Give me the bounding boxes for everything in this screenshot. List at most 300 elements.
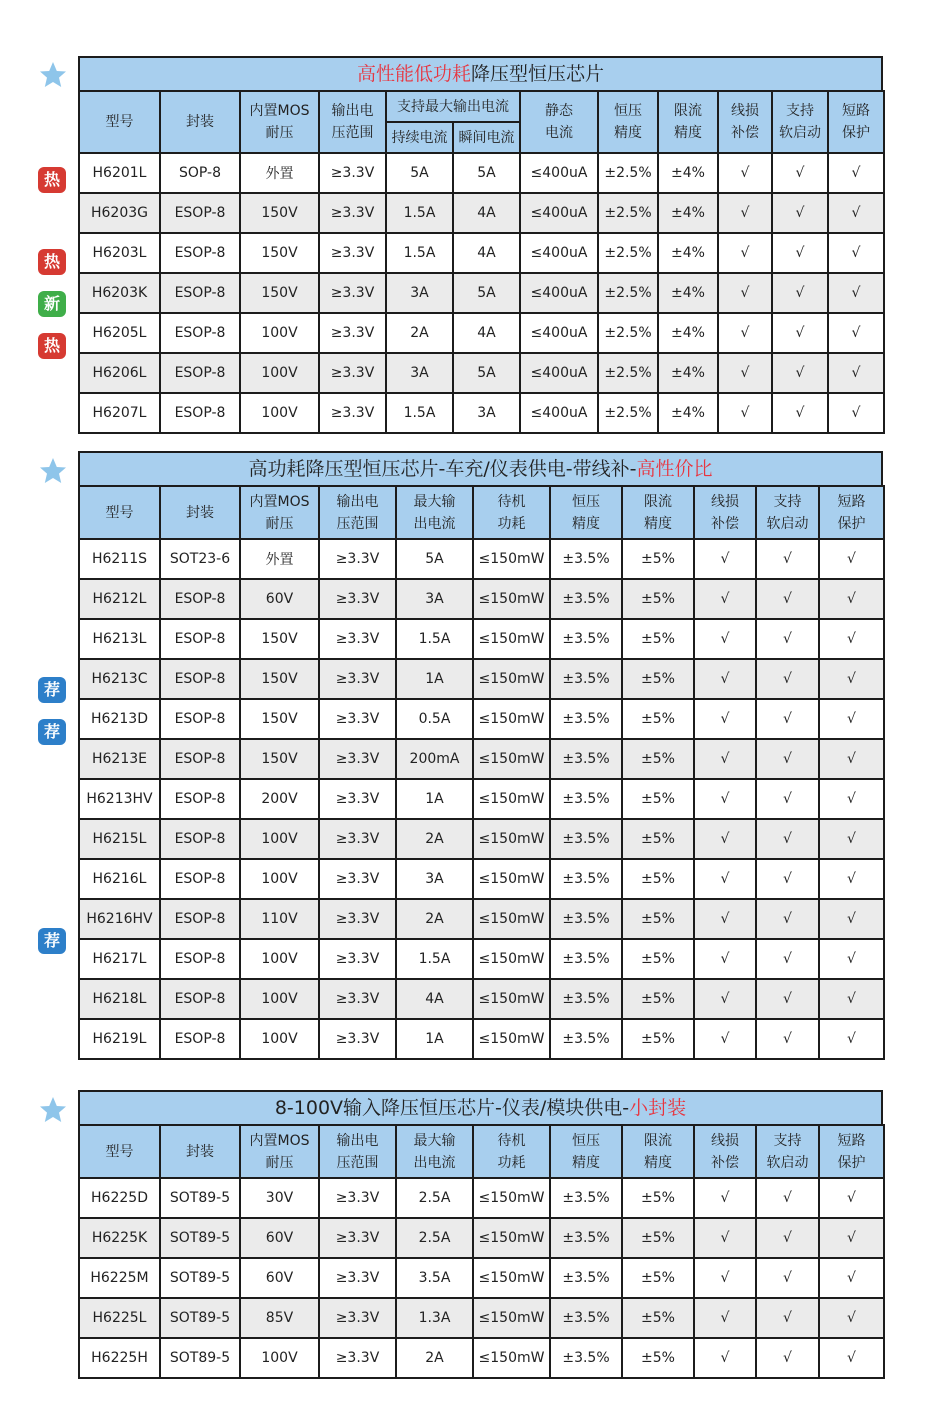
spec-cell: SOT89-5 <box>160 1218 240 1258</box>
spec-cell: √ <box>772 273 828 313</box>
spec-cell: ≤150mW <box>473 859 550 899</box>
spec-cell: 1.3A <box>396 1298 473 1338</box>
spec-cell: 5A <box>386 153 453 193</box>
spec-cell: √ <box>756 1019 819 1059</box>
spec-cell: √ <box>828 193 884 233</box>
spec-cell: √ <box>756 539 819 579</box>
model-cell: H6217L <box>79 939 160 979</box>
header-cell: 恒压 精度 <box>550 486 622 539</box>
title-text: 降压型恒压芯片 <box>471 63 605 85</box>
spec-cell: √ <box>756 1258 819 1298</box>
model-cell: H6215L <box>79 819 160 859</box>
spec-cell: ≥3.3V <box>319 273 386 313</box>
model-cell: H6216L <box>79 859 160 899</box>
table-row <box>79 739 884 779</box>
spec-cell: √ <box>756 699 819 739</box>
spec-cell: ±2.5% <box>598 233 658 273</box>
header-cell: 型号 <box>79 486 160 539</box>
header-cell: 最大输 出电流 <box>396 486 473 539</box>
spec-cell: √ <box>772 153 828 193</box>
spec-cell: √ <box>694 739 756 779</box>
spec-cell: √ <box>772 313 828 353</box>
spec-cell: ≥3.3V <box>319 1178 396 1218</box>
spec-cell: 1.5A <box>396 939 473 979</box>
spec-cell: SOT89-5 <box>160 1258 240 1298</box>
spec-cell: 4A <box>453 233 520 273</box>
spec-cell: 60V <box>240 1218 319 1258</box>
table-row <box>79 539 884 579</box>
spec-cell: √ <box>694 1298 756 1338</box>
spec-cell: ≥3.3V <box>319 899 396 939</box>
spec-cell: ≤150mW <box>473 1178 550 1218</box>
spec-cell: ≥3.3V <box>319 659 396 699</box>
model-cell: H6203K <box>79 273 160 313</box>
header-cell: 内置MOS 耐压 <box>240 1125 319 1178</box>
spec-cell: ±5% <box>622 699 694 739</box>
table-row <box>79 313 884 353</box>
table-row <box>79 859 884 899</box>
spec-cell: ≤150mW <box>473 539 550 579</box>
spec-cell: 150V <box>240 233 319 273</box>
spec-cell: ±3.5% <box>550 739 622 779</box>
spec-cell: ESOP-8 <box>160 353 240 393</box>
spec-cell: ESOP-8 <box>160 1019 240 1059</box>
spec-cell: ≤150mW <box>473 979 550 1019</box>
spec-cell: ≥3.3V <box>319 1258 396 1298</box>
spec-cell: ≤150mW <box>473 1258 550 1298</box>
spec-cell: 1A <box>396 779 473 819</box>
spec-cell: √ <box>718 233 772 273</box>
spec-cell: ≥3.3V <box>319 393 386 433</box>
header-cell: 静态 电流 <box>520 91 598 153</box>
header-cell: 待机 功耗 <box>473 1125 550 1178</box>
table-row <box>79 273 884 313</box>
table-row <box>79 979 884 1019</box>
spec-cell: √ <box>756 899 819 939</box>
spec-cell: √ <box>756 579 819 619</box>
spec-cell: ±2.5% <box>598 153 658 193</box>
spec-cell: √ <box>694 779 756 819</box>
spec-cell: ±5% <box>622 859 694 899</box>
spec-cell: √ <box>772 233 828 273</box>
spec-cell: 5A <box>396 539 473 579</box>
spec-cell: ≥3.3V <box>319 779 396 819</box>
spec-table <box>78 90 885 434</box>
spec-cell: ±3.5% <box>550 539 622 579</box>
spec-cell: 2A <box>386 313 453 353</box>
spec-cell: 2A <box>396 1338 473 1378</box>
spec-cell: 100V <box>240 979 319 1019</box>
spec-cell: 2A <box>396 899 473 939</box>
spec-cell: ±3.5% <box>550 859 622 899</box>
star-icon <box>38 1095 68 1125</box>
section-title <box>78 451 883 485</box>
header-cell: 线损 补偿 <box>694 1125 756 1178</box>
spec-cell: ±4% <box>658 393 718 433</box>
table-row <box>79 1298 884 1338</box>
spec-cell: 1.5A <box>386 233 453 273</box>
spec-cell: ≤400uA <box>520 353 598 393</box>
spec-cell: 4A <box>453 193 520 233</box>
spec-cell: 3A <box>386 273 453 313</box>
spec-cell: ≤400uA <box>520 273 598 313</box>
spec-cell: ≤150mW <box>473 1019 550 1059</box>
spec-cell: ESOP-8 <box>160 819 240 859</box>
spec-cell: ±5% <box>622 1218 694 1258</box>
spec-cell: 100V <box>240 859 319 899</box>
spec-cell: ≤150mW <box>473 579 550 619</box>
spec-cell: √ <box>819 779 884 819</box>
spec-cell: √ <box>756 859 819 899</box>
table-row <box>79 393 884 433</box>
spec-cell: √ <box>694 979 756 1019</box>
spec-cell: ≥3.3V <box>319 979 396 1019</box>
spec-cell: ±4% <box>658 273 718 313</box>
spec-cell: √ <box>828 233 884 273</box>
model-cell: H6213C <box>79 659 160 699</box>
spec-cell: SOT23-6 <box>160 539 240 579</box>
section-low-power-buck <box>78 56 883 434</box>
new-badge: 新 <box>38 291 66 317</box>
table-row <box>79 699 884 739</box>
spec-cell: ±5% <box>622 979 694 1019</box>
spec-cell: ±3.5% <box>550 979 622 1019</box>
spec-cell: √ <box>819 1338 884 1378</box>
title-text: 8-100V输入降压恒压芯片-仪表/模块供电- <box>274 1097 630 1119</box>
header-cell: 支持最大输出电流 <box>386 91 520 122</box>
spec-cell: √ <box>718 313 772 353</box>
spec-cell: ±4% <box>658 153 718 193</box>
spec-cell: ≤150mW <box>473 819 550 859</box>
spec-cell: ±5% <box>622 1178 694 1218</box>
spec-cell: √ <box>828 313 884 353</box>
spec-cell: ≤150mW <box>473 1218 550 1258</box>
spec-cell: ESOP-8 <box>160 619 240 659</box>
model-cell: H6219L <box>79 1019 160 1059</box>
spec-cell: √ <box>694 859 756 899</box>
spec-cell: ≤150mW <box>473 899 550 939</box>
spec-cell: ±3.5% <box>550 1258 622 1298</box>
header-cell: 支持 软启动 <box>772 91 828 153</box>
spec-cell: ESOP-8 <box>160 899 240 939</box>
spec-cell: 5A <box>453 353 520 393</box>
spec-cell: ±3.5% <box>550 1178 622 1218</box>
spec-cell: √ <box>828 393 884 433</box>
spec-cell: ±3.5% <box>550 1298 622 1338</box>
model-cell: H6201L <box>79 153 160 193</box>
spec-cell: √ <box>819 979 884 1019</box>
spec-cell: ±5% <box>622 899 694 939</box>
spec-cell: ESOP-8 <box>160 659 240 699</box>
header-cell: 型号 <box>79 1125 160 1178</box>
spec-cell: √ <box>819 1298 884 1338</box>
spec-cell: 100V <box>240 353 319 393</box>
spec-cell: √ <box>694 899 756 939</box>
spec-cell: ±2.5% <box>598 393 658 433</box>
spec-cell: ≥3.3V <box>319 1298 396 1338</box>
spec-cell: √ <box>819 739 884 779</box>
spec-cell: √ <box>756 659 819 699</box>
table-row <box>79 659 884 699</box>
header-cell: 线损 补偿 <box>718 91 772 153</box>
table-row <box>79 579 884 619</box>
table-row <box>79 233 884 273</box>
model-cell: H6213HV <box>79 779 160 819</box>
spec-cell: ESOP-8 <box>160 393 240 433</box>
spec-cell: √ <box>718 273 772 313</box>
model-cell: H6225D <box>79 1178 160 1218</box>
spec-cell: 3A <box>396 579 473 619</box>
spec-cell: √ <box>756 1178 819 1218</box>
spec-cell: ±3.5% <box>550 1218 622 1258</box>
spec-cell: √ <box>819 1258 884 1298</box>
model-cell: H6203G <box>79 193 160 233</box>
spec-cell: √ <box>819 699 884 739</box>
spec-cell: 150V <box>240 619 319 659</box>
spec-cell: ≥3.3V <box>319 353 386 393</box>
spec-cell: √ <box>694 619 756 659</box>
table-row <box>79 353 884 393</box>
spec-cell: ≤400uA <box>520 193 598 233</box>
model-cell: H6225K <box>79 1218 160 1258</box>
table-row <box>79 779 884 819</box>
spec-cell: √ <box>819 899 884 939</box>
spec-cell: 150V <box>240 739 319 779</box>
spec-cell: ESOP-8 <box>160 779 240 819</box>
spec-cell: 2A <box>396 819 473 859</box>
spec-cell: 100V <box>240 393 319 433</box>
spec-cell: ±5% <box>622 659 694 699</box>
model-cell: H6207L <box>79 393 160 433</box>
spec-cell: ±5% <box>622 739 694 779</box>
spec-cell: √ <box>694 659 756 699</box>
spec-cell: ±4% <box>658 193 718 233</box>
header-cell: 最大输 出电流 <box>396 1125 473 1178</box>
spec-cell: ≤150mW <box>473 1298 550 1338</box>
model-cell: H6205L <box>79 313 160 353</box>
spec-cell: ≤150mW <box>473 779 550 819</box>
spec-cell: ±5% <box>622 1298 694 1338</box>
spec-cell: √ <box>756 1338 819 1378</box>
spec-cell: √ <box>756 979 819 1019</box>
model-cell: H6213L <box>79 619 160 659</box>
spec-cell: √ <box>819 819 884 859</box>
spec-cell: √ <box>694 819 756 859</box>
section-high-power-buck <box>78 451 883 1060</box>
spec-cell: ≥3.3V <box>319 1218 396 1258</box>
spec-cell: ±4% <box>658 353 718 393</box>
spec-cell: √ <box>694 699 756 739</box>
spec-cell: 3A <box>386 353 453 393</box>
spec-cell: ESOP-8 <box>160 939 240 979</box>
spec-cell: 150V <box>240 273 319 313</box>
spec-cell: 100V <box>240 313 319 353</box>
spec-cell: ±3.5% <box>550 579 622 619</box>
spec-cell: √ <box>694 539 756 579</box>
header-cell: 恒压 精度 <box>598 91 658 153</box>
title-highlight: 高性价比 <box>636 458 713 480</box>
spec-cell: √ <box>694 939 756 979</box>
table-row <box>79 899 884 939</box>
header-cell: 内置MOS 耐压 <box>240 486 319 539</box>
spec-cell: ±3.5% <box>550 819 622 859</box>
spec-cell: ≥3.3V <box>319 539 396 579</box>
spec-cell: √ <box>819 1178 884 1218</box>
section-title <box>78 56 883 90</box>
spec-cell: √ <box>819 579 884 619</box>
spec-cell: √ <box>756 939 819 979</box>
spec-cell: ±5% <box>622 619 694 659</box>
spec-cell: SOT89-5 <box>160 1338 240 1378</box>
spec-cell: √ <box>772 353 828 393</box>
spec-cell: ESOP-8 <box>160 979 240 1019</box>
header-cell: 瞬间电流 <box>453 122 520 153</box>
spec-cell: ±5% <box>622 1338 694 1378</box>
spec-cell: √ <box>756 739 819 779</box>
spec-cell: √ <box>694 579 756 619</box>
spec-cell: 2.5A <box>396 1218 473 1258</box>
spec-cell: √ <box>756 1298 819 1338</box>
spec-cell: √ <box>718 153 772 193</box>
spec-cell: √ <box>718 393 772 433</box>
spec-table <box>78 1124 885 1379</box>
table-row <box>79 1019 884 1059</box>
spec-cell: 5A <box>453 273 520 313</box>
spec-cell: 200mA <box>396 739 473 779</box>
model-cell: H6213D <box>79 699 160 739</box>
spec-cell: 3A <box>396 859 473 899</box>
header-cell: 内置MOS 耐压 <box>240 91 319 153</box>
spec-cell: √ <box>819 1218 884 1258</box>
star-icon <box>38 456 68 486</box>
spec-cell: ≥3.3V <box>319 313 386 353</box>
spec-cell: ESOP-8 <box>160 699 240 739</box>
header-cell: 限流 精度 <box>622 486 694 539</box>
header-cell: 短路 保护 <box>819 1125 884 1178</box>
spec-cell: ≥3.3V <box>319 619 396 659</box>
spec-cell: ESOP-8 <box>160 273 240 313</box>
spec-cell: 1A <box>396 659 473 699</box>
spec-cell: √ <box>694 1338 756 1378</box>
spec-cell: 1.5A <box>386 393 453 433</box>
spec-cell: ±4% <box>658 233 718 273</box>
spec-cell: ≤400uA <box>520 313 598 353</box>
spec-cell: ±2.5% <box>598 193 658 233</box>
spec-cell: 150V <box>240 699 319 739</box>
spec-cell: ±5% <box>622 939 694 979</box>
spec-cell: 外置 <box>240 153 319 193</box>
recommend-badge: 荐 <box>38 677 66 703</box>
spec-cell: ±5% <box>622 579 694 619</box>
header-cell: 输出电 压范围 <box>319 486 396 539</box>
spec-cell: ≥3.3V <box>319 699 396 739</box>
spec-cell: √ <box>828 353 884 393</box>
spec-cell: ≤150mW <box>473 699 550 739</box>
table-row <box>79 1258 884 1298</box>
spec-cell: √ <box>819 619 884 659</box>
spec-cell: 4A <box>453 313 520 353</box>
spec-cell: √ <box>756 619 819 659</box>
table-row <box>79 819 884 859</box>
spec-cell: ±5% <box>622 1019 694 1059</box>
hot-badge: 热 <box>38 249 66 275</box>
spec-cell: √ <box>756 819 819 859</box>
spec-cell: ≤150mW <box>473 739 550 779</box>
spec-cell: √ <box>819 859 884 899</box>
table-row <box>79 939 884 979</box>
spec-cell: 60V <box>240 1258 319 1298</box>
spec-cell: ≥3.3V <box>319 153 386 193</box>
spec-cell: ≤400uA <box>520 393 598 433</box>
star-icon <box>38 60 68 90</box>
spec-cell: √ <box>694 1019 756 1059</box>
spec-cell: ESOP-8 <box>160 313 240 353</box>
spec-cell: ≥3.3V <box>319 1338 396 1378</box>
spec-cell: 85V <box>240 1298 319 1338</box>
spec-cell: SOP-8 <box>160 153 240 193</box>
model-cell: H6212L <box>79 579 160 619</box>
spec-cell: ±2.5% <box>598 313 658 353</box>
recommend-badge: 荐 <box>38 928 66 954</box>
spec-cell: 2.5A <box>396 1178 473 1218</box>
spec-table <box>78 485 885 1060</box>
spec-cell: ESOP-8 <box>160 579 240 619</box>
spec-cell: ESOP-8 <box>160 739 240 779</box>
spec-cell: √ <box>772 393 828 433</box>
spec-cell: 100V <box>240 1019 319 1059</box>
spec-cell: 100V <box>240 1338 319 1378</box>
spec-cell: √ <box>772 193 828 233</box>
spec-cell: 100V <box>240 819 319 859</box>
spec-cell: ESOP-8 <box>160 859 240 899</box>
spec-cell: 150V <box>240 193 319 233</box>
spec-cell: √ <box>718 353 772 393</box>
header-cell: 短路 保护 <box>819 486 884 539</box>
spec-cell: ≥3.3V <box>319 939 396 979</box>
header-cell: 输出电 压范围 <box>319 91 386 153</box>
header-cell: 支持 软启动 <box>756 1125 819 1178</box>
spec-cell: ≥3.3V <box>319 859 396 899</box>
table-row <box>79 153 884 193</box>
spec-cell: √ <box>694 1258 756 1298</box>
spec-cell: ≤400uA <box>520 233 598 273</box>
section-title <box>78 1090 883 1124</box>
spec-cell: ESOP-8 <box>160 233 240 273</box>
hot-badge: 热 <box>38 167 66 193</box>
model-cell: H6213E <box>79 739 160 779</box>
spec-cell: ±3.5% <box>550 1338 622 1378</box>
spec-cell: ±2.5% <box>598 353 658 393</box>
spec-cell: √ <box>819 659 884 699</box>
spec-cell: 60V <box>240 579 319 619</box>
spec-cell: ±4% <box>658 313 718 353</box>
title-text: 高功耗降压型恒压芯片-车充/仪表供电-带线补- <box>248 458 637 480</box>
spec-cell: ≤150mW <box>473 1338 550 1378</box>
spec-cell: SOT89-5 <box>160 1298 240 1338</box>
spec-cell: 3A <box>453 393 520 433</box>
spec-cell: ≤150mW <box>473 619 550 659</box>
header-cell: 封装 <box>160 91 240 153</box>
spec-cell: ±5% <box>622 819 694 859</box>
section-small-package-buck <box>78 1090 883 1379</box>
header-cell: 恒压 精度 <box>550 1125 622 1178</box>
title-highlight: 小封装 <box>629 1097 687 1119</box>
model-cell: H6206L <box>79 353 160 393</box>
model-cell: H6225H <box>79 1338 160 1378</box>
spec-cell: ≤150mW <box>473 939 550 979</box>
spec-cell: √ <box>828 153 884 193</box>
spec-cell: √ <box>718 193 772 233</box>
